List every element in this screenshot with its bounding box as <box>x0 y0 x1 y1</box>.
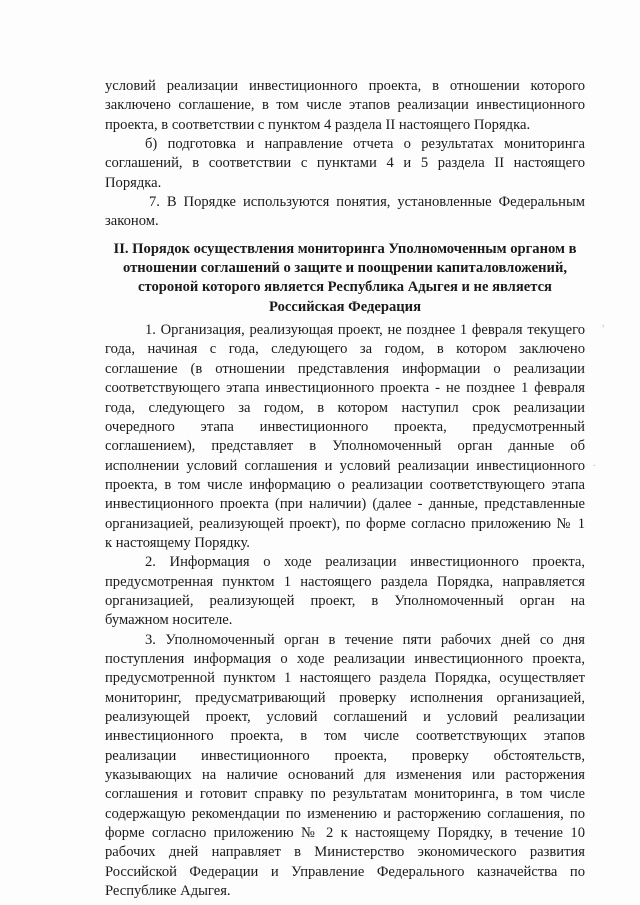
paragraph-3 <box>105 631 585 902</box>
text-line: очередного этапа инвестиционного проекта, предусмотренный <box>105 418 585 435</box>
intro-paragraph <box>105 77 585 135</box>
text-line: организацией, реализующей проект, в Уполномоченный орган на <box>105 592 585 609</box>
text-line: предусмотренной пунктом 1 настоящего раздела Порядка, осуществляет <box>105 670 585 687</box>
text-line: соответствующего этапа инвестиционного проекта - не позднее 1 февраля <box>105 380 585 397</box>
text-line: соглашений, в соответствии с пунктами 4 и 5 раздела II настоящего <box>105 155 585 172</box>
paragraph-1 <box>105 321 585 553</box>
paragraph-2 <box>105 553 585 630</box>
text-line: Республике Адыгея. <box>105 883 231 900</box>
text-line: 2. Информация о ходе реализации инвестиционного проекта, <box>145 554 585 571</box>
heading-line: стороной которого является Республика Адыгея и не является <box>138 279 552 296</box>
text-line: проекта, в соответствии с пунктом 4 раздела II настоящего Порядка. <box>105 116 531 133</box>
text-line: организацией, реализующей проект), по форме согласно приложению № 1 <box>105 515 585 532</box>
text-line: проекта, в том числе информацию о реализации соответствующего этапа <box>105 476 585 493</box>
heading-line: II. Порядок осуществления мониторинга Уполномоченным органом в <box>113 240 577 257</box>
text-line: Порядка. <box>105 174 162 191</box>
text-line: соглашения и готовит справку по результатам мониторинга, в том числе <box>105 786 585 803</box>
text-line: к настоящему Порядку. <box>105 534 250 551</box>
text-line: инвестиционного проекта, в том числе соответствующих этапов <box>105 728 585 745</box>
text-line: года, следующего за годом, в котором наступил срок реализации <box>105 399 585 416</box>
text-line: предусмотренная пунктом 1 настоящего раздела Порядка, направляется <box>105 573 585 590</box>
scan-speck: . <box>593 458 596 469</box>
text-line: указывающих на наличие оснований для изменения или расторжения <box>105 767 585 784</box>
text-line: соглашением), представляет в Уполномоченный орган данные об <box>105 438 585 455</box>
text-line: 3. Уполномоченный орган в течение пяти рабочих дней со дня <box>145 631 585 648</box>
text-line: заключено соглашение, в том числе этапов реализации инвестиционного <box>105 97 585 114</box>
text-line: соглашение (в отношении представления информации о реализации <box>105 360 585 377</box>
item-7-paragraph <box>105 193 585 232</box>
text-line: б) подготовка и направление отчета о результатах мониторинга <box>145 136 585 153</box>
text-line: условий реализации инвестиционного проекта, в отношении которого <box>105 78 585 94</box>
text-line: форме согласно приложению № 2 к настоящему Порядку, в течение 10 <box>105 825 585 842</box>
document-body <box>105 77 585 901</box>
text-line: рабочих дней направляет в Министерство экономического развития <box>105 844 585 861</box>
text-line: реализующей проект, условий соглашений и условий реализации <box>105 709 585 725</box>
heading-line: Российская Федерация <box>269 298 421 315</box>
text-line: Российской Федерации и Управление Федерального казначейства по <box>105 863 585 880</box>
text-line: поступления информация о ходе реализации инвестиционного проекта, <box>105 650 585 667</box>
text-line: 1. Организация, реализующая проект, не позднее 1 февраля текущего <box>145 322 585 339</box>
text-line: законом. <box>105 213 159 230</box>
heading-line: отношении соглашений о защите и поощрении капиталовложений, <box>123 260 567 277</box>
text-line: инвестиционного проекта (при наличии) (далее - данные, представленные <box>105 496 585 513</box>
scan-speck: , <box>602 318 605 329</box>
item-b-paragraph <box>105 135 585 193</box>
text-line: содержащую рекомендации по изменению и расторжению соглашения, по <box>105 805 585 822</box>
text-line: реализации инвестиционного проекта, проверку обстоятельств, <box>105 747 585 764</box>
text-line: мониторинг, предусматривающий проверку исполнения организацией, <box>105 689 585 706</box>
section-heading <box>105 240 585 317</box>
text-line: исполнении условий соглашения и условий реализации инвестиционного <box>105 457 585 474</box>
text-line: бумажном носителе. <box>105 612 233 629</box>
text-line: года, начиная с года, следующего за годом, в котором заключено <box>105 341 585 358</box>
text-line: 7. В Порядке используются понятия, установленные Федеральным <box>149 194 585 211</box>
